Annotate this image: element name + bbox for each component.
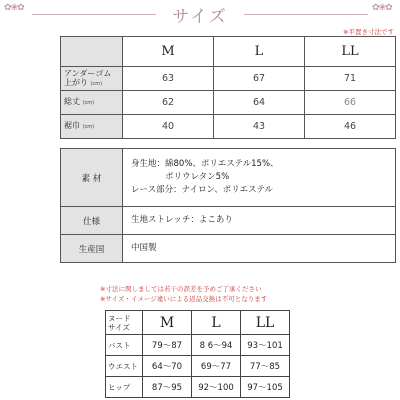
material-label: 素 材 bbox=[61, 149, 123, 207]
row-label-line: 裾巾 bbox=[64, 121, 80, 130]
table-row bbox=[106, 335, 290, 356]
nude-value-cell: 93〜101 bbox=[241, 335, 290, 356]
right-flourish-icon: ✿❀✿ bbox=[372, 3, 392, 13]
table-row bbox=[106, 356, 290, 377]
nude-value-cell: 87〜95 bbox=[143, 377, 192, 398]
nude-value-cell: 77〜85 bbox=[241, 356, 290, 377]
table-row bbox=[61, 115, 396, 139]
value-cell: 66 bbox=[305, 91, 396, 115]
table-row bbox=[61, 207, 396, 235]
size-col-m: M bbox=[123, 37, 214, 67]
flat-measure-note: ※平置き寸法です bbox=[343, 28, 394, 36]
nude-size-table bbox=[105, 310, 290, 398]
row-label-line: 総丈 bbox=[64, 97, 80, 106]
size-corner-cell bbox=[61, 37, 123, 67]
nude-header-line: ヌード bbox=[108, 313, 131, 323]
row-label-length bbox=[61, 91, 123, 115]
nude-value-cell: 92〜100 bbox=[192, 377, 241, 398]
unit-label: (cm) bbox=[82, 124, 95, 130]
table-row bbox=[61, 91, 396, 115]
size-col-l: L bbox=[214, 37, 305, 67]
value-cell: 40 bbox=[123, 115, 214, 139]
nude-value-cell: 64〜70 bbox=[143, 356, 192, 377]
nude-corner-label bbox=[106, 311, 143, 335]
material-table bbox=[60, 148, 396, 263]
nude-col-l: L bbox=[192, 311, 241, 335]
nude-value-cell: 79〜87 bbox=[143, 335, 192, 356]
row-label-line: アンダーゴム bbox=[64, 68, 112, 78]
nude-row-label: ヒップ bbox=[106, 377, 143, 398]
origin-value: 中国製 bbox=[123, 235, 396, 263]
spec-label: 仕様 bbox=[61, 207, 123, 235]
value-cell: 46 bbox=[305, 115, 396, 139]
nude-value-cell: 69〜77 bbox=[192, 356, 241, 377]
title-rule-right bbox=[244, 14, 368, 15]
value-cell: 71 bbox=[305, 67, 396, 91]
nude-value-cell: 8 6〜94 bbox=[192, 335, 241, 356]
nude-row-label: ウエスト bbox=[106, 356, 143, 377]
table-row bbox=[61, 235, 396, 263]
material-value bbox=[123, 149, 396, 207]
value-cell: 63 bbox=[123, 67, 214, 91]
nude-header-line: サイズ bbox=[108, 322, 130, 332]
row-label-hem bbox=[61, 115, 123, 139]
unit-label: (cm) bbox=[82, 100, 95, 106]
value-cell: 43 bbox=[214, 115, 305, 139]
nude-col-m: M bbox=[143, 311, 192, 335]
nude-col-ll: LL bbox=[241, 311, 290, 335]
left-flourish-icon: ✿❀✿ bbox=[4, 3, 24, 13]
material-line: ポリウレタン5% bbox=[131, 172, 230, 182]
row-label-line: 上がり bbox=[64, 77, 88, 87]
value-cell: 67 bbox=[214, 67, 305, 91]
size-col-ll: LL bbox=[305, 37, 396, 67]
table-row bbox=[61, 149, 396, 207]
size-table bbox=[60, 36, 396, 139]
page-title: サイズ bbox=[172, 7, 228, 27]
origin-label: 生産国 bbox=[61, 235, 123, 263]
material-line: 身生地：綿80%、ポリエステル15%、 bbox=[131, 159, 279, 169]
material-line: レース部分：ナイロン、ポリエステル bbox=[131, 185, 274, 195]
nude-row-label: バスト bbox=[106, 335, 143, 356]
spec-value: 生地ストレッチ：よこあり bbox=[123, 207, 396, 235]
size-header-row bbox=[61, 37, 396, 67]
table-row bbox=[106, 377, 290, 398]
row-label-underband bbox=[61, 67, 123, 91]
error-note: ※寸法に関しましては若干の誤差を予めご了承ください bbox=[100, 285, 262, 293]
value-cell: 62 bbox=[123, 91, 214, 115]
nude-value-cell: 97〜105 bbox=[241, 377, 290, 398]
nude-header-row bbox=[106, 311, 290, 335]
value-cell: 64 bbox=[214, 91, 305, 115]
unit-label: (cm) bbox=[90, 80, 103, 87]
table-row bbox=[61, 67, 396, 91]
return-note: ※サイズ・イメージ違いによる返品交換は不可となります bbox=[100, 295, 268, 303]
